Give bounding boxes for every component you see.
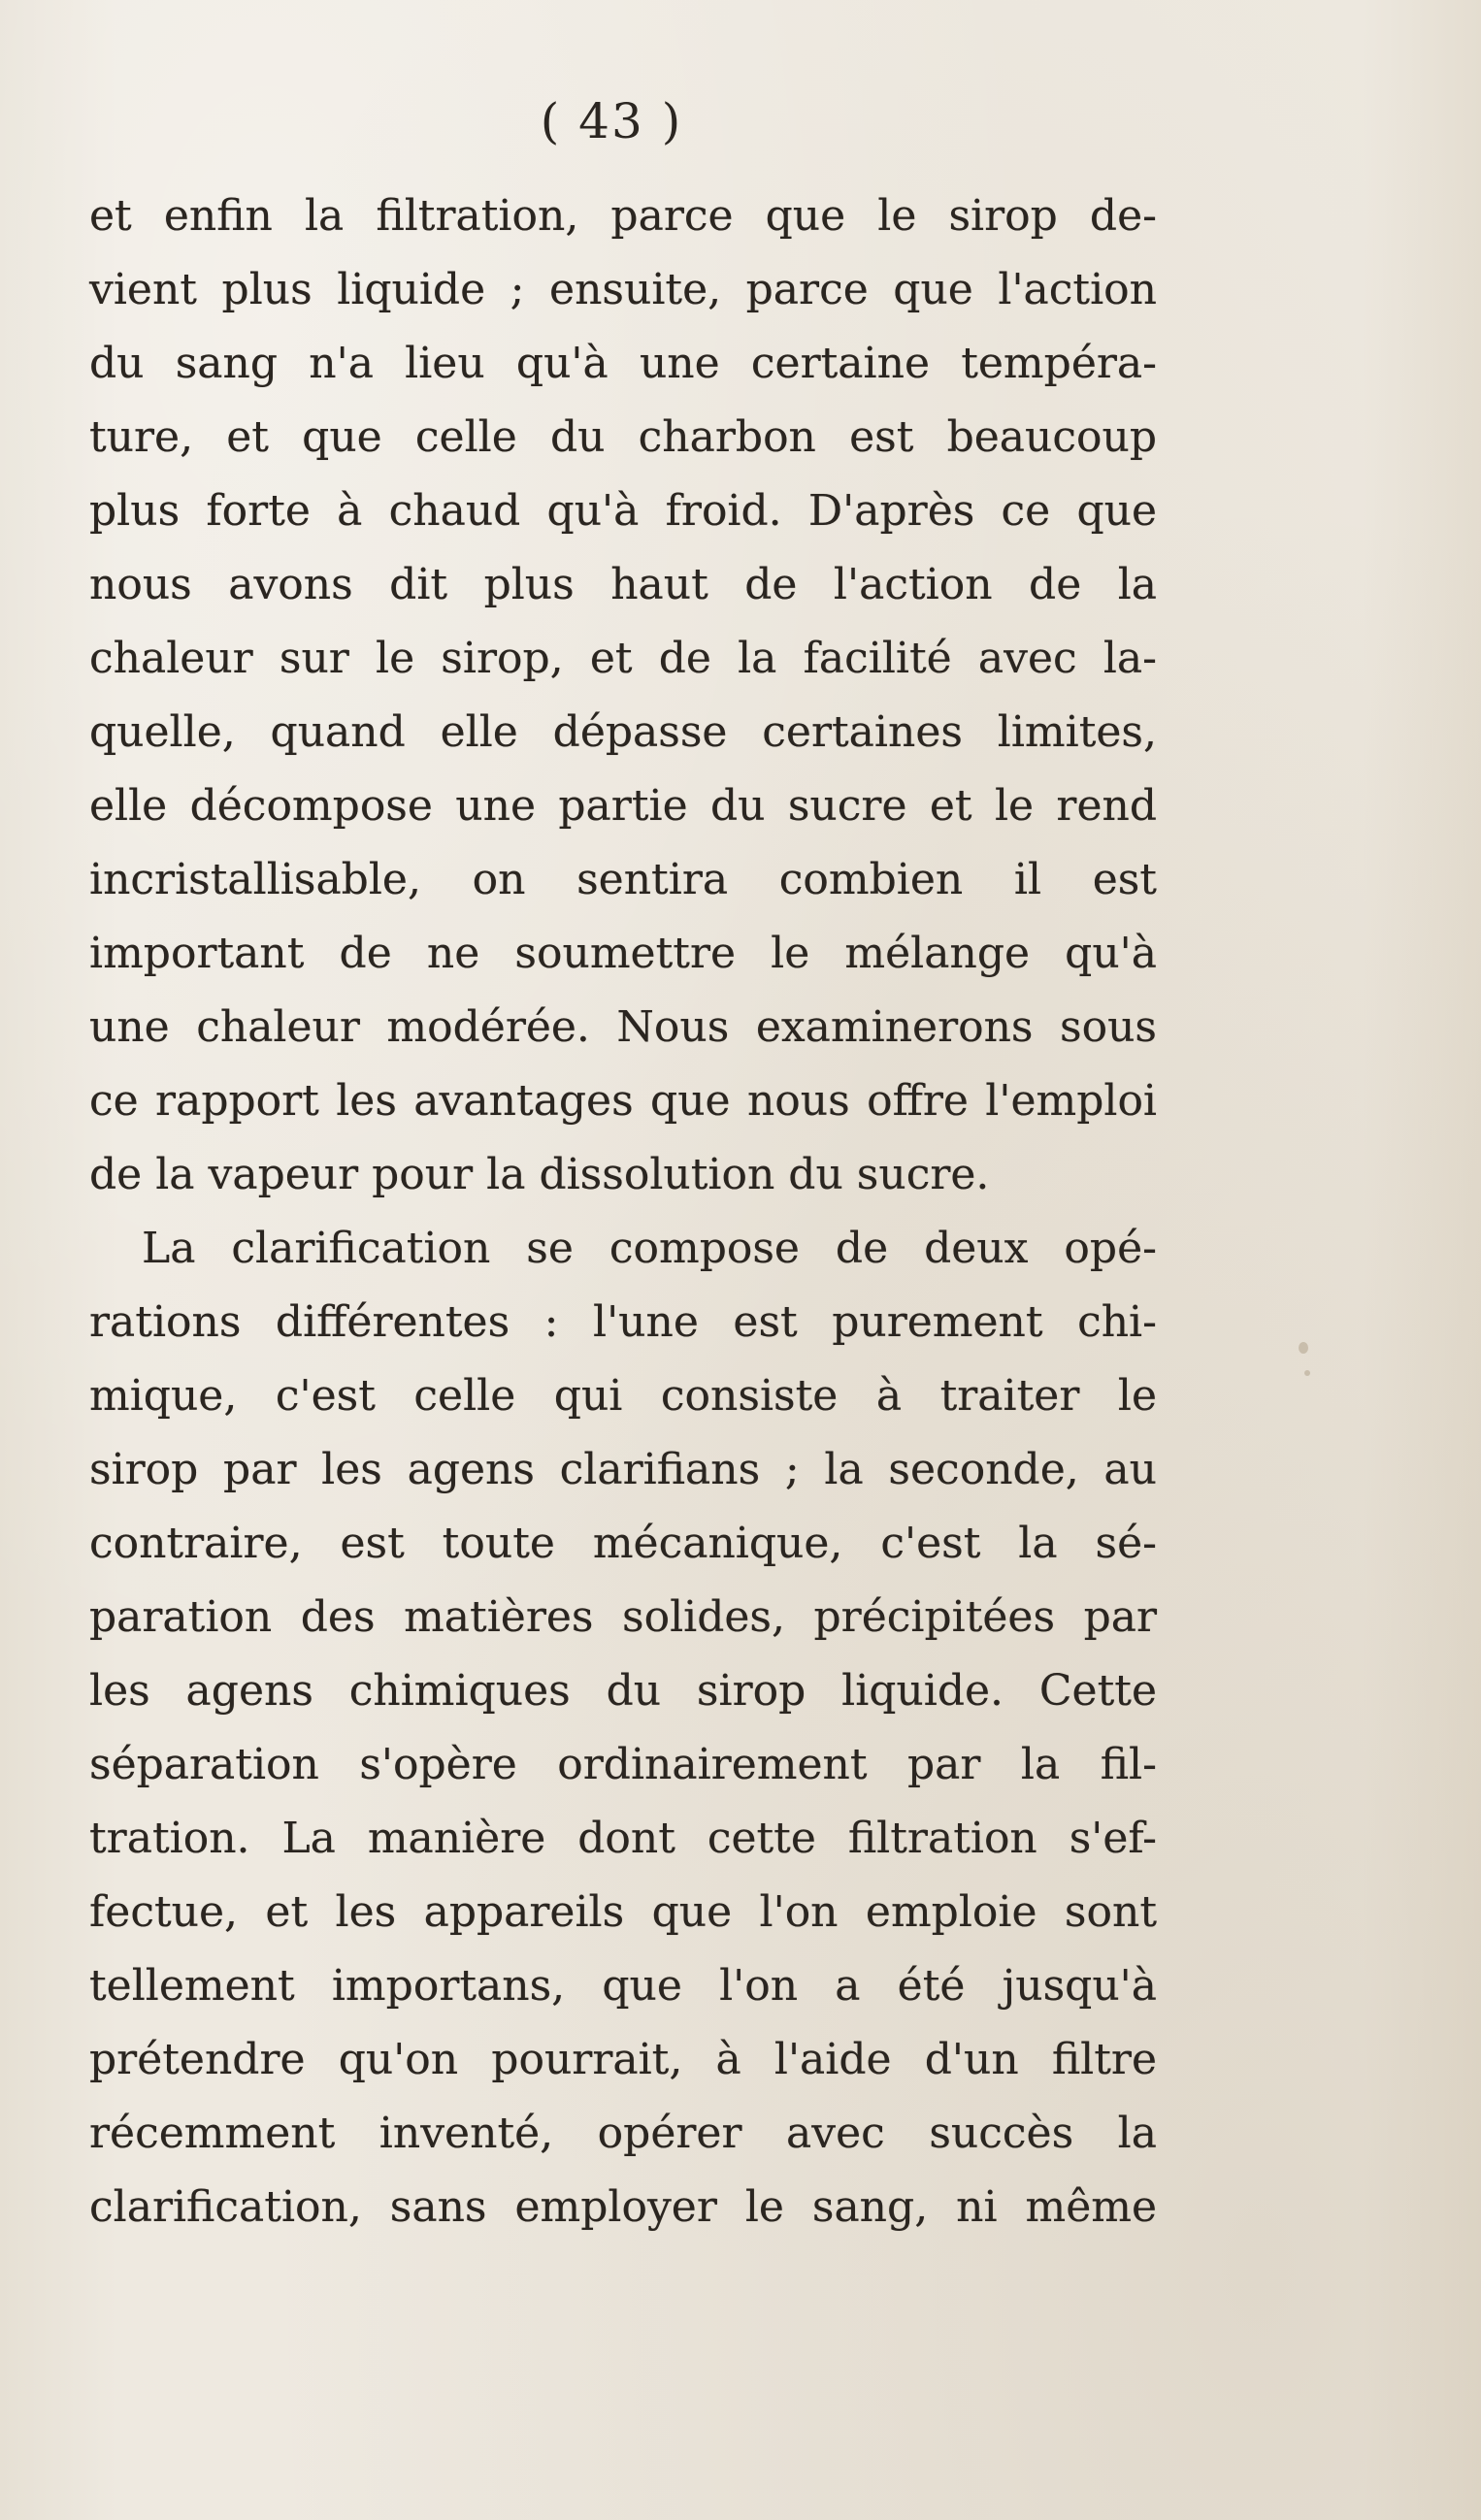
- text-line: quelle, quand elle dépasse certaines limites,: [89, 707, 1157, 757]
- text-line: contraire, est toute mécanique, c'est la sé-: [89, 1519, 1157, 1568]
- text-line: important de ne soumettre le mélange qu'à: [89, 929, 1157, 978]
- text-line: rations différentes : l'une est purement chi-: [89, 1297, 1157, 1347]
- text-line: sirop par les agens clarifians ; la seconde, au: [89, 1445, 1157, 1494]
- text-line: ture, et que celle du charbon est beaucoup: [89, 412, 1157, 462]
- text-line: les agens chimiques du sirop liquide. Cette: [89, 1666, 1157, 1716]
- text-line: clarification, sans employer le sang, ni même: [89, 2182, 1157, 2232]
- text-line: séparation s'opère ordinairement par la fil-: [89, 1740, 1157, 1789]
- text-line: fectue, et les appareils que l'on emploie sont: [89, 1887, 1157, 1937]
- paragraph-end-line: de la vapeur pour la dissolution du sucre.: [89, 1150, 990, 1199]
- paper-spot: [1299, 1342, 1308, 1354]
- paper-spot: [1304, 1370, 1310, 1376]
- text-line: et enfin la filtration, parce que le sirop de-: [89, 191, 1157, 241]
- text-line: tration. La manière dont cette filtration s'ef-: [89, 1814, 1157, 1863]
- text-line: vient plus liquide ; ensuite, parce que l'action: [89, 265, 1157, 314]
- text-line: nous avons dit plus haut de l'action de la: [89, 560, 1157, 609]
- text-line: une chaleur modérée. Nous examinerons sous: [89, 1002, 1157, 1052]
- text-line: récemment inventé, opérer avec succès la: [89, 2109, 1157, 2158]
- text-line: prétendre qu'on pourrait, à l'aide d'un filtre: [89, 2035, 1157, 2084]
- text-line: mique, c'est celle qui consiste à traiter le: [89, 1371, 1157, 1421]
- text-line: paration des matières solides, précipitées par: [89, 1592, 1157, 1642]
- text-line: chaleur sur le sirop, et de la facilité avec la-: [89, 634, 1157, 683]
- text-line: du sang n'a lieu qu'à une certaine tempéra-: [89, 339, 1157, 388]
- text-line: plus forte à chaud qu'à froid. D'après ce que: [89, 486, 1157, 536]
- page-number: ( 43 ): [540, 93, 683, 149]
- text-line: tellement importans, que l'on a été jusqu'à: [89, 1961, 1157, 2011]
- text-line: ce rapport les avantages que nous offre l'emploi: [89, 1076, 1157, 1126]
- text-line: incristallisable, on sentira combien il est: [89, 855, 1157, 904]
- paragraph-first-line: La clarification se compose de deux opé-: [142, 1224, 1157, 1273]
- text-line: elle décompose une partie du sucre et le rend: [89, 781, 1157, 831]
